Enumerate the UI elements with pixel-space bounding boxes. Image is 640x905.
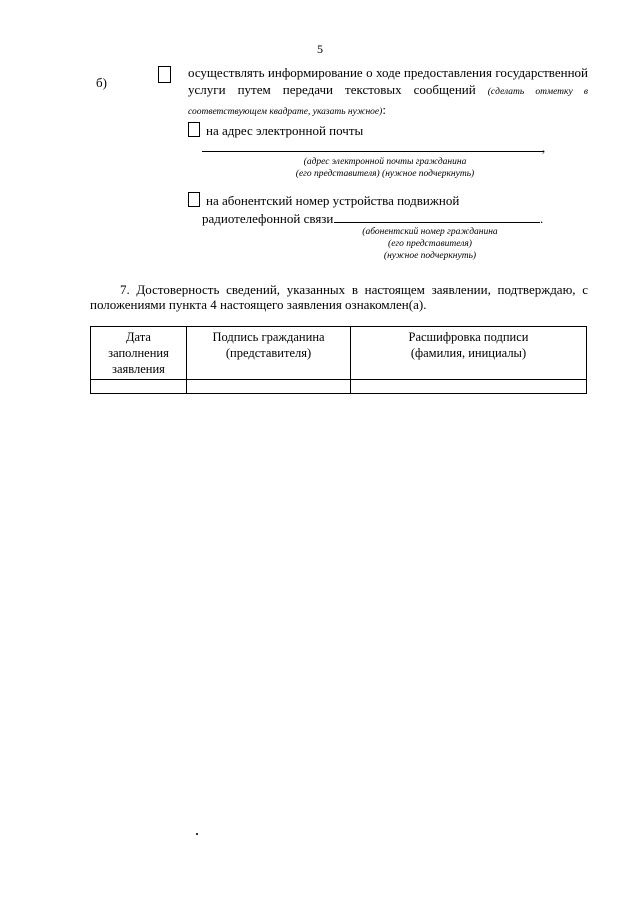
phone-caption-line-3: (нужное подчеркнуть)	[383, 251, 477, 261]
signature-table	[90, 326, 587, 394]
signature-decoding-cell[interactable]	[351, 380, 587, 394]
phone-caption-line-1: (абонентский номер гражданина	[362, 227, 498, 237]
email-caption-line-2: (его представителя) (нужное подчеркнуть)	[295, 169, 475, 179]
header-signature	[187, 327, 351, 380]
main-option-text	[188, 64, 588, 121]
header-signature-line-1: Подпись гражданина	[212, 330, 325, 344]
phone-option-label-line-2: радиотелефонной связи	[202, 211, 334, 226]
scan-speck	[196, 833, 198, 835]
phone-caption	[330, 226, 530, 262]
main-option-checkbox[interactable]	[158, 66, 171, 83]
header-date-line-2: заполнения	[108, 346, 169, 360]
main-option-label: осуществлять информирование о ходе предоставления государственной услуги путем передачи текстовых сообщений	[188, 65, 588, 97]
main-option-note: (сделать отметку в соответствующем квадрате, указать нужное)	[188, 87, 589, 117]
signature-cell[interactable]	[187, 380, 351, 394]
phone-option-checkbox[interactable]	[188, 192, 200, 207]
main-option-colon: :	[382, 102, 386, 117]
paragraph-7: 7. Достоверность сведений, указанных в настоящем заявлении, подтверждаю, с положениями пункта 4 настоящего заявления ознакомлен(а).	[90, 282, 588, 312]
signature-table-header-row	[91, 327, 587, 380]
header-decoding-line-2: (фамилия, инициалы)	[410, 346, 527, 360]
phone-option-label-line-1: на абонентский номер устройства подвижной	[206, 193, 460, 208]
header-decoding-line-1: Расшифровка подписи	[408, 330, 529, 344]
header-signature-decoding	[351, 327, 587, 380]
phone-input-line[interactable]	[334, 222, 540, 223]
header-date-line-3: заявления	[112, 362, 165, 376]
page-number: 5	[317, 42, 323, 56]
table-row	[91, 380, 587, 394]
date-cell[interactable]	[91, 380, 187, 394]
email-input-line[interactable]	[202, 151, 544, 152]
phone-trailing-mark: .	[540, 211, 544, 226]
header-date	[91, 327, 187, 380]
item-letter: б)	[96, 75, 107, 90]
email-trailing-mark: ,	[542, 140, 546, 155]
email-caption	[240, 156, 530, 180]
header-date-line-1: Дата	[126, 330, 151, 344]
email-option-label: на адрес электронной почты	[206, 123, 364, 138]
phone-caption-line-2: (его представителя)	[388, 239, 472, 249]
header-signature-line-2: (представителя)	[225, 346, 312, 360]
email-option-checkbox[interactable]	[188, 122, 200, 137]
email-caption-line-1: (адрес электронной почты гражданина	[303, 157, 467, 167]
